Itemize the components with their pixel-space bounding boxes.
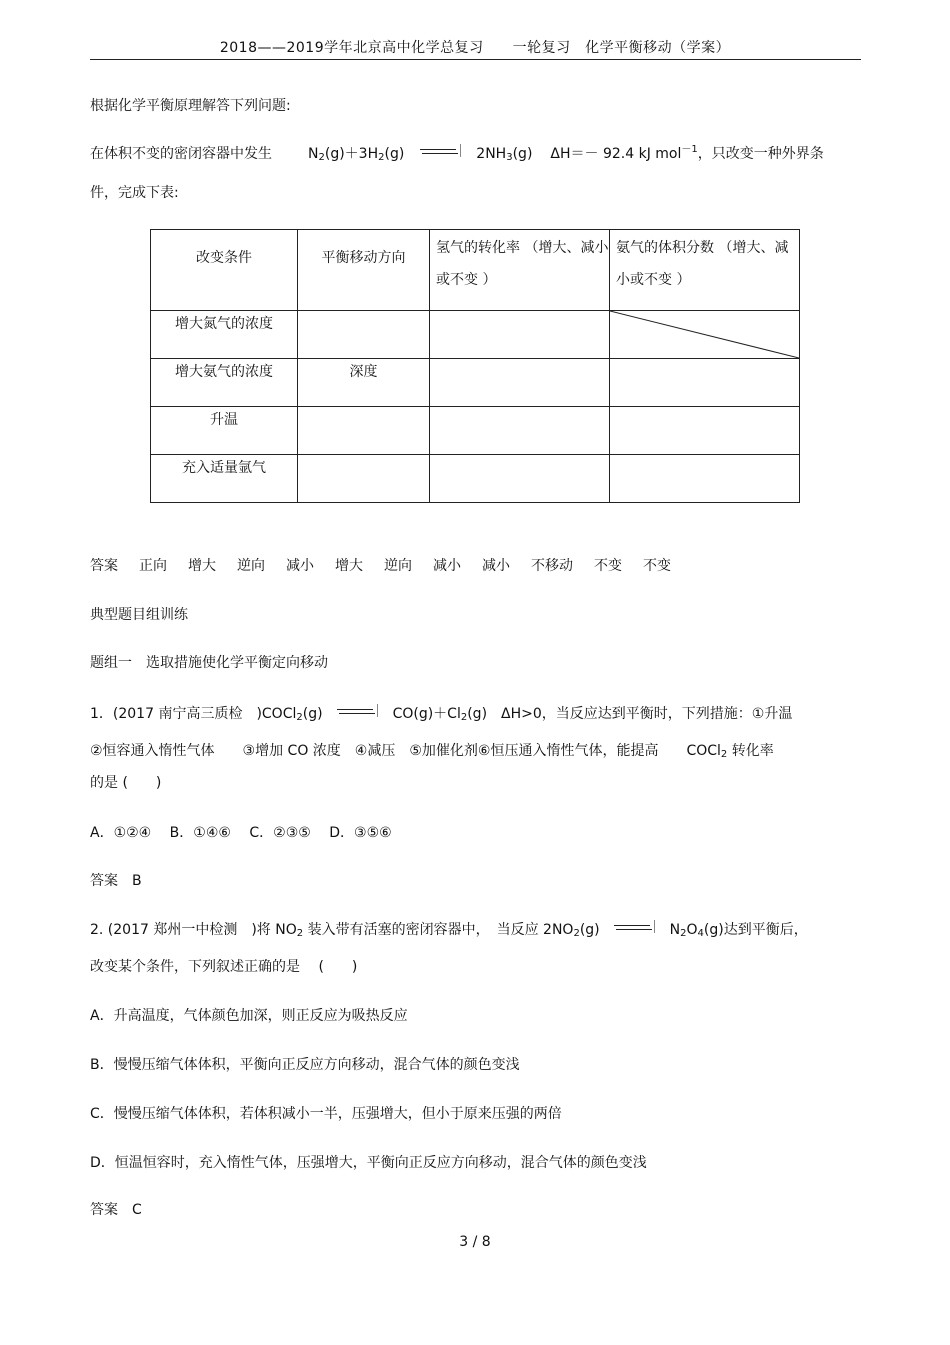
table-cell: 升温 [210,412,238,428]
answer-value: 不变 [643,558,671,574]
table-cell [298,455,429,457]
diagonal-line [610,311,799,358]
table-cell [298,311,429,313]
answer-value: 正向 [139,558,167,574]
table-cell [610,455,799,457]
question-1-answer: 答案 B [90,873,142,889]
table-cell [610,407,799,409]
table-row [151,359,800,407]
question-1-line-1: 1．(2017 南宁高三质检 )COCl$_2$(g) $CO(g)+Cl_2(g)$ ΔH>0，当反应达到平衡时，下列措施：①升温 [90,706,793,723]
table-cell: 深度 [349,364,378,380]
answer-value: 逆向 [384,558,412,574]
page-header: 2018——2019学年北京高中化学总复习 一轮复习 化学平衡移动（学案） [219,40,731,56]
conditions-table [150,229,800,503]
column-header: 平衡移动方向 [321,250,406,266]
column-header: 氢气的转化率 （增大、减小或不变 ） [436,240,609,288]
crossed-out-cell [610,311,800,359]
answer-value: 增大 [335,558,363,574]
problem-prefix: 在体积不变的密闭容器中发生 [90,146,272,162]
question-1-line-2: ②恒容通入惰性气体 ③增加 CO 浓度 ④减压 ⑤加催化剂⑥恒压通入惰性气体，能提高 COCl$_2$ 转化率 [90,743,774,760]
page-number: 3 / 8 [459,1234,491,1250]
table-cell: 增大氨气的浓度 [175,364,273,380]
table-cell [430,455,609,457]
table-cell [430,311,609,313]
table-cell [430,359,609,361]
table-header-row [151,230,800,311]
equilibrium-arrow-icon [420,146,458,158]
table-cell [298,407,429,409]
table-cell [430,407,609,409]
answer-value: 增大 [188,558,216,574]
answer-value: 逆向 [237,558,265,574]
question-1-options: A．①②④ B．①④⑥ C．②③⑤ D．③⑤⑥ [90,825,392,841]
answer-value: 减小 [482,558,510,574]
table-cell: 增大氮气的浓度 [175,316,273,332]
group-title: 题组一 选取措施使化学平衡定向移动 [90,655,328,671]
answer-value: 不变 [594,558,622,574]
equilibrium-arrow-icon [614,922,652,934]
question-2-answer: 答案 C [90,1202,142,1218]
enthalpy-value: ΔH＝－ 92.4 kJ mol [550,146,682,162]
question-2-option-a: A．升高温度，气体颜色加深，则正反应为吸热反应 [90,1008,408,1024]
question-2-option-d: D．恒温恒容时，充入惰性气体，压强增大，平衡向正反应方向移动，混合气体的颜色变浅 [90,1155,647,1171]
column-header: 改变条件 [196,250,252,266]
question-2-line-2: 改变某个条件，下列叙述正确的是 ( ) [90,959,358,975]
table-row [151,407,800,455]
section-title: 典型题目组训练 [90,607,188,623]
question-2-option-b: B．慢慢压缩气体体积，平衡向正反应方向移动，混合气体的颜色变浅 [90,1057,520,1073]
question-2-option-c: C．慢慢压缩气体体积，若体积减小一半，压强增大，但小于原来压强的两倍 [90,1106,562,1122]
header-divider [90,59,861,60]
intro-text: 根据化学平衡原理解答下列问题: [90,98,291,114]
table-row [151,455,800,503]
problem-line-2: 件，完成下表: [90,185,179,201]
problem-line-1: 在体积不变的密闭容器中发生 $N_2(g)+3H_2(g)$ $2NH_3(g)$ ΔH＝－ 92.4 kJ mol$^{-1}$，只改变一种外界条 [90,144,824,163]
table-cell: 充入适量氩气 [182,460,266,476]
table-row [151,311,800,359]
question-2-line-1: 2. (2017 郑州一中检测 )将 $NO_2$ 装入带有活塞的密闭容器中， 当反应 $2NO_2(g)$ $N_2O_4(g)$达到平衡后， [90,922,808,939]
answer-value: 减小 [433,558,461,574]
answer-value: 减小 [286,558,314,574]
column-header: 氨气的体积分数 （增大、减小或不变 ） [616,240,789,288]
table-answers [90,555,692,575]
question-1-line-3: 的是 ( ) [90,775,162,791]
equilibrium-arrow-icon [337,706,375,718]
answer-value: 不移动 [531,558,573,574]
answer-label: 答案 [90,558,118,574]
table-cell [610,359,799,361]
